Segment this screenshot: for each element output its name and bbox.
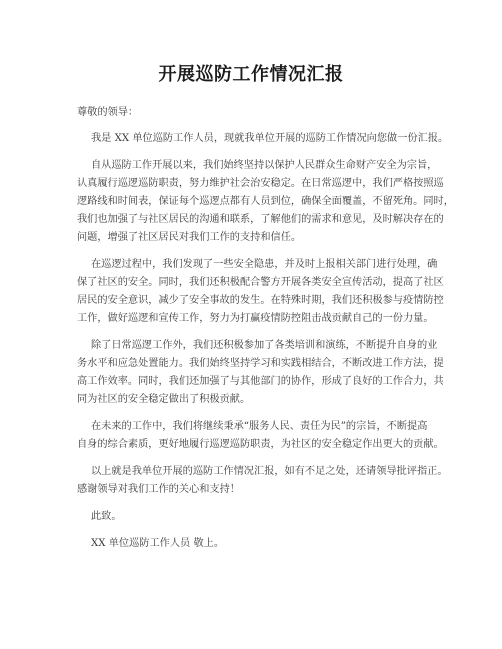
paragraph-2-line-4: 我们也加强了与社区居民的沟通和联系，了解他们的需求和意见，及时解决存在的 <box>77 214 444 225</box>
paragraph-2-line-3: 逻路线和时间表，保证每个巡逻点都有人员到位，确保全面覆盖，不留死角。同时， <box>77 196 454 207</box>
paragraph-3-line-3: 居民的安全意识，减少了安全事故的发生。在特殊时期，我们还积极参与疫情防控 <box>77 295 444 306</box>
paragraph-1-line-1: 我是 XX 单位巡防工作人员，现就我单位开展的巡防工作情况向您做一份汇报。 <box>91 133 449 144</box>
paragraph-4-line-2: 务水平和应急处置能力。我们始终坚持学习和实践相结合，不断改进工作方法，提 <box>77 358 444 369</box>
paragraph-2-line-1: 自从巡防工作开展以来，我们始终坚持以保护人民群众生命财产安全为宗旨， <box>91 160 438 171</box>
document-title: 开展巡防工作情况汇报 <box>158 64 344 85</box>
signature: XX 单位巡防工作人员 敬上。 <box>91 538 225 549</box>
paragraph-4-line-4: 同为社区的安全稳定做出了积极贡献。 <box>77 394 251 405</box>
paragraph-6-line-1: 以上就是我单位开展的巡防工作情况汇报，如有不足之处，还请领导批评指正。 <box>91 466 448 477</box>
paragraph-3-line-2: 保了社区的安全。同时，我们还积极配合警方开展各类安全宣传活动，提高了社区 <box>77 277 444 288</box>
paragraph-2-line-5: 问题，增强了社区居民对我们工作的支持和信任。 <box>77 232 302 243</box>
paragraph-2-line-2: 认真履行巡逻巡防职责，努力维护社会治安稳定。在日常巡逻中，我们严格按照巡 <box>77 178 444 189</box>
paragraph-3-line-4: 工作，做好巡逻和宣传工作，努力为打赢疫情防控阻击战贡献自己的一份力量。 <box>77 313 434 324</box>
paragraph-3-line-1: 在巡逻过程中，我们发现了一些安全隐患，并及时上报相关部门进行处理，确 <box>91 259 438 270</box>
closing: 此致。 <box>91 511 122 522</box>
paragraph-5-line-2: 自身的综合素质，更好地履行巡逻巡防职责，为社区的安全稳定作出更大的贡献。 <box>77 439 444 450</box>
paragraph-5-line-1: 在未来的工作中，我们将继续秉承“服务人民、责任为民”的宗旨，不断提高 <box>91 421 428 432</box>
paragraph-4-line-1: 除了日常巡逻工作外，我们还积极参加了各类培训和演练，不断提升自身的业 <box>91 340 438 351</box>
paragraph-4-line-3: 高工作效率。同时，我们还加强了与其他部门的协作，形成了良好的工作合力，共 <box>77 376 444 387</box>
paragraph-6-line-2: 感谢领导对我们工作的关心和支持！ <box>77 484 240 495</box>
salutation: 尊敬的领导： <box>77 107 139 118</box>
